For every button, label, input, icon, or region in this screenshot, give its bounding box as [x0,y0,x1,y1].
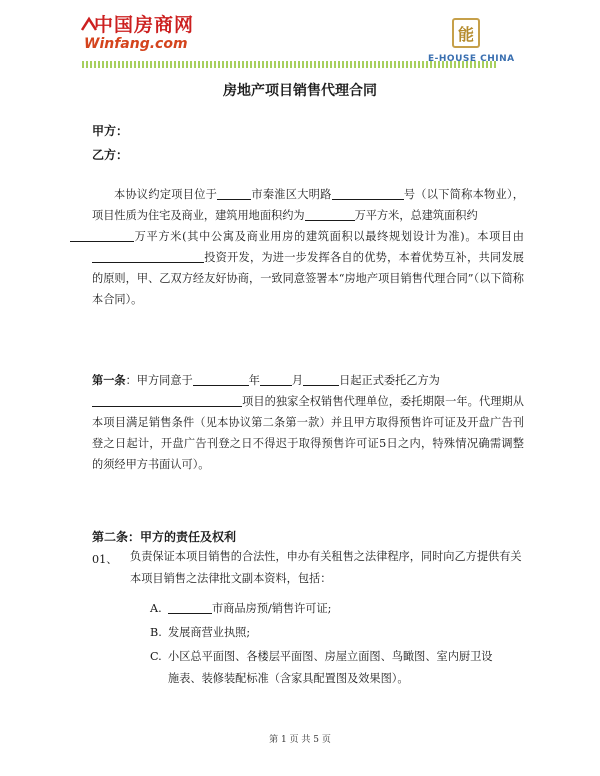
item-01-text [130,546,524,590]
blank-city-permit[interactable] [168,602,212,614]
article-1-text-2: 年 [248,374,260,387]
sub-item-a-text: 市商品房预/销售许可证; [212,602,332,615]
article-1 [92,370,524,475]
ehouse-seal-icon: 能 [452,18,480,48]
article-1-text-5: 项目的独家全权销售代理单位，委托期限一年。代理期从本项目满足销售条件（见本协议第二条第一款）并且甲方取得预售许可证及开盘广告刊登之日起计，开盘广告刊登之日不得迟于取得预售许可证5日之内，特殊情况确需调整的须经甲方书面认可）。 [92,395,524,471]
article-1-text-1: ：甲方同意于 [125,374,193,387]
party-b-label: 乙方： [92,148,129,162]
logo-english-text: Winfang.com [84,36,188,52]
sub-item-b-label: B. [150,626,162,639]
intro-text-6: 投资开发，为进一步发挥各自的优势，本着优势互补，共同发展的原则，甲、乙双方经友好协商，一致同意签署本“房地产项目销售代理合同”（以下简称本合同）。 [92,251,524,306]
sub-item-b [150,622,520,644]
intro-text-5: 万平方米(其中公寓及商业用房的建筑面积以最终规划设计为准)。本项目由 [134,230,524,243]
article-1-text-3: 月 [291,374,304,387]
blank-building-area[interactable] [70,230,134,242]
page-footer: 第 1 页 共 5 页 [269,735,331,745]
sub-item-c-label: C. [150,650,162,663]
ehouse-logo [420,18,530,68]
sub-item-b-text: 发展商营业执照; [168,626,251,639]
intro-text-2: 市秦淮区大明路 [251,188,332,201]
article-1-label: 第一条 [92,373,126,387]
item-01-number: 01、 [92,553,118,566]
document-title: 房地产项目销售代理合同 [223,83,377,99]
blank-day[interactable] [303,374,339,386]
blank-address-number[interactable] [332,188,404,200]
blank-year[interactable] [193,374,249,386]
sub-item-c [150,646,520,690]
intro-text-3: 号（以下简称本物业），项目性质为住宅及商业，建筑用地面积约为 [92,188,524,222]
article-1-text-4: 日起正式委托乙方为 [339,374,440,387]
article-2-title: 第二条：甲方的责任及权利 [92,530,237,544]
sub-item-a [150,598,520,620]
blank-city[interactable] [217,188,251,200]
page-header [0,0,600,72]
intro-paragraph [92,184,524,310]
winfang-logo-mark-icon [80,16,98,34]
winfang-logo [80,14,230,56]
ehouse-text: E-HOUSE CHINA [428,54,515,64]
sub-item-c-text-2: 施表、装修装配标准（含家具配置图及效果图）。 [168,672,409,685]
logo-chinese-text: 中国房商网 [94,14,195,36]
intro-text-4: 万平方米，总建筑面积约 [354,209,478,222]
sub-item-c-text-1: 小区总平面图、各楼层平面图、房屋立面图、鸟瞰图、室内厨卫设 [168,650,493,663]
blank-month[interactable] [260,374,292,386]
blank-land-area[interactable] [305,209,355,221]
party-a-label: 甲方： [92,124,129,138]
sub-item-a-label: A. [150,602,162,615]
blank-developer[interactable] [92,251,204,263]
item-01-body: 负责保证本项目销售的合法性，申办有关租售之法律程序，同时向乙方提供有关本项目销售之法律批文副本资料，包括： [130,550,522,585]
blank-project-name[interactable] [92,395,242,407]
intro-text-1: 本协议约定项目位于 [114,188,218,201]
